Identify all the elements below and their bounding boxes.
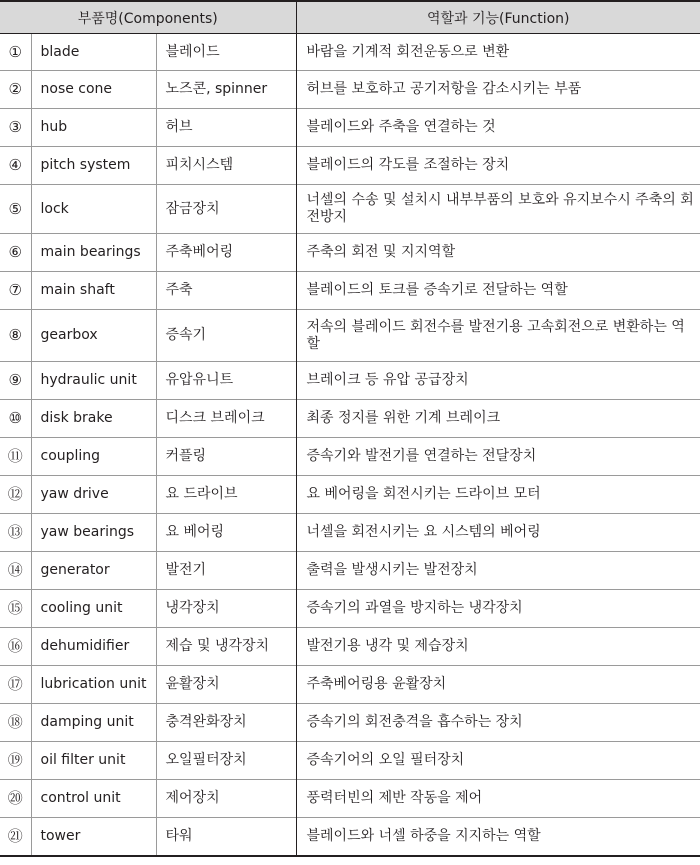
component-english-name: nose cone (31, 71, 156, 109)
component-english-name: gearbox (31, 310, 156, 362)
table-row (0, 438, 700, 476)
component-korean-name: 잠금장치 (156, 185, 296, 234)
component-function: 블레이드의 토크를 증속기로 전달하는 역할 (296, 272, 700, 310)
component-function: 증속기어의 오일 필터장치 (296, 742, 700, 780)
component-korean-name: 충격완화장치 (156, 704, 296, 742)
component-function: 저속의 블레이드 회전수를 발전기용 고속회전으로 변환하는 역할 (296, 310, 700, 362)
component-korean-name: 제습 및 냉각장치 (156, 628, 296, 666)
table-row (0, 628, 700, 666)
component-function: 증속기의 회전충격을 흡수하는 장치 (296, 704, 700, 742)
component-korean-name: 피치시스템 (156, 147, 296, 185)
component-english-name: yaw drive (31, 476, 156, 514)
table-row (0, 147, 700, 185)
component-english-name: hub (31, 109, 156, 147)
table-row (0, 234, 700, 272)
component-function: 풍력터빈의 제반 작동을 제어 (296, 780, 700, 818)
row-number: ⑪ (0, 438, 31, 476)
table-row (0, 742, 700, 780)
components-header: 부품명(Components) (0, 1, 296, 34)
table-row (0, 590, 700, 628)
component-function: 출력을 발생시키는 발전장치 (296, 552, 700, 590)
table-row (0, 476, 700, 514)
component-korean-name: 노즈콘, spinner (156, 71, 296, 109)
function-header: 역할과 기능(Function) (296, 1, 700, 34)
component-english-name: lock (31, 185, 156, 234)
row-number: ⑧ (0, 310, 31, 362)
component-korean-name: 요 드라이브 (156, 476, 296, 514)
component-english-name: disk brake (31, 400, 156, 438)
row-number: ⑥ (0, 234, 31, 272)
component-korean-name: 윤활장치 (156, 666, 296, 704)
row-number: ③ (0, 109, 31, 147)
component-function: 발전기용 냉각 및 제습장치 (296, 628, 700, 666)
component-english-name: coupling (31, 438, 156, 476)
component-function: 요 베어링을 회전시키는 드라이브 모터 (296, 476, 700, 514)
component-function: 주축의 회전 및 지지역할 (296, 234, 700, 272)
component-korean-name: 요 베어링 (156, 514, 296, 552)
component-korean-name: 주축베어링 (156, 234, 296, 272)
table-row (0, 362, 700, 400)
component-function: 블레이드와 주축을 연결하는 것 (296, 109, 700, 147)
row-number: ⑳ (0, 780, 31, 818)
component-korean-name: 유압유니트 (156, 362, 296, 400)
table-row (0, 71, 700, 109)
component-function: 증속기의 과열을 방지하는 냉각장치 (296, 590, 700, 628)
component-english-name: cooling unit (31, 590, 156, 628)
component-korean-name: 제어장치 (156, 780, 296, 818)
row-number: ⑲ (0, 742, 31, 780)
row-number: ⑨ (0, 362, 31, 400)
component-function: 브레이크 등 유압 공급장치 (296, 362, 700, 400)
table-row (0, 818, 700, 856)
component-function: 너셀을 회전시키는 요 시스템의 베어링 (296, 514, 700, 552)
component-english-name: blade (31, 34, 156, 71)
component-korean-name: 발전기 (156, 552, 296, 590)
component-english-name: yaw bearings (31, 514, 156, 552)
table-row (0, 400, 700, 438)
component-english-name: generator (31, 552, 156, 590)
component-function: 허브를 보호하고 공기저항을 감소시키는 부품 (296, 71, 700, 109)
header-row (0, 1, 700, 34)
component-korean-name: 허브 (156, 109, 296, 147)
component-korean-name: 디스크 브레이크 (156, 400, 296, 438)
table-row (0, 666, 700, 704)
row-number: ⑬ (0, 514, 31, 552)
table-row (0, 552, 700, 590)
row-number: ① (0, 34, 31, 71)
row-number: ② (0, 71, 31, 109)
component-function: 바람을 기계적 회전운동으로 변환 (306, 43, 510, 60)
component-english-name: dehumidifier (31, 628, 156, 666)
component-korean-name: 냉각장치 (156, 590, 296, 628)
table-row (0, 704, 700, 742)
row-number: ⑦ (0, 272, 31, 310)
component-function: 증속기와 발전기를 연결하는 전달장치 (296, 438, 700, 476)
component-english-name: lubrication unit (31, 666, 156, 704)
table-row (0, 185, 700, 234)
row-number: ⑩ (0, 400, 31, 438)
table-body (0, 34, 700, 856)
component-function: 블레이드와 너셀 하중을 지지하는 역할 (296, 818, 700, 856)
component-korean-name: 타워 (156, 818, 296, 856)
table-row (0, 780, 700, 818)
row-number: ⑱ (0, 704, 31, 742)
component-korean-name: 주축 (156, 272, 296, 310)
row-number: ⑰ (0, 666, 31, 704)
component-function: 주축베어링용 윤활장치 (296, 666, 700, 704)
component-function: 블레이드의 각도를 조절하는 장치 (296, 147, 700, 185)
row-number: ⑯ (0, 628, 31, 666)
component-english-name: hydraulic unit (31, 362, 156, 400)
component-english-name: tower (31, 818, 156, 856)
row-number: ⑫ (0, 476, 31, 514)
component-korean-name: 증속기 (156, 310, 296, 362)
table-row (0, 514, 700, 552)
table-row (0, 109, 700, 147)
component-function: 너셀의 수송 및 설치시 내부부품의 보호와 유지보수시 주축의 회전방지 (296, 185, 700, 234)
row-number: ⑮ (0, 590, 31, 628)
component-korean-name: 커플링 (156, 438, 296, 476)
component-korean-name: 블레이드 (156, 34, 296, 71)
table-row (0, 310, 700, 362)
component-english-name: damping unit (31, 704, 156, 742)
component-english-name: main shaft (31, 272, 156, 310)
component-english-name: oil filter unit (31, 742, 156, 780)
component-english-name: control unit (31, 780, 156, 818)
row-number: ⑤ (0, 185, 31, 234)
table-row (0, 34, 700, 71)
component-english-name: pitch system (31, 147, 156, 185)
row-number: ④ (0, 147, 31, 185)
component-function: 최종 정지를 위한 기계 브레이크 (296, 400, 700, 438)
row-number: ⑭ (0, 552, 31, 590)
component-korean-name: 오일필터장치 (156, 742, 296, 780)
table-row (0, 272, 700, 310)
row-number: ㉑ (0, 818, 31, 856)
component-english-name: main bearings (31, 234, 156, 272)
